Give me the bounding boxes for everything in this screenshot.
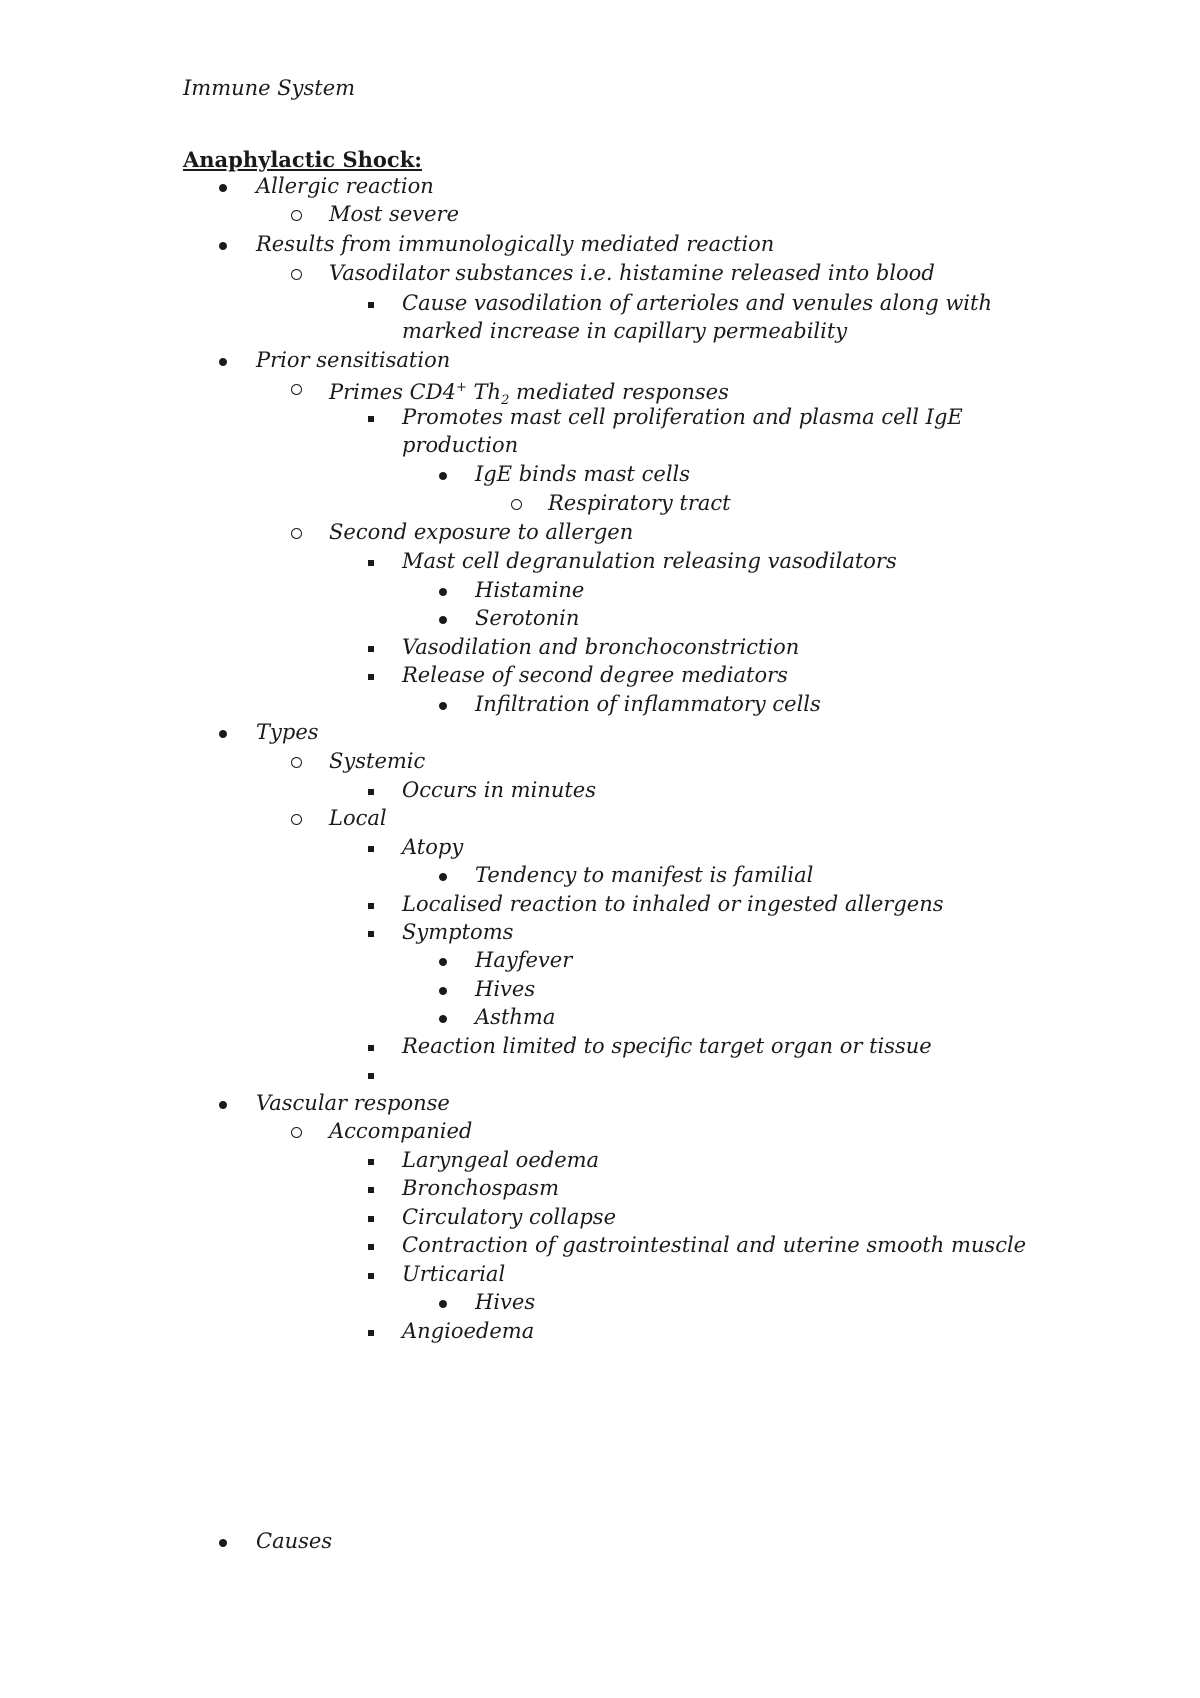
bullet-square [368, 846, 374, 852]
page-header: Immune System [183, 76, 356, 100]
outline-item-text: Atopy [402, 835, 464, 859]
outline-item-text: Infiltration of inflammatory cells [475, 692, 821, 716]
outline-item-text: Second exposure to allergen [329, 520, 634, 544]
subscript: 2 [501, 393, 510, 409]
bullet-square [368, 560, 374, 566]
bullet-circle [291, 814, 302, 825]
bullet-dot [219, 184, 227, 192]
bullet-square [368, 1187, 374, 1193]
outline-item-text: Results from immunologically mediated reaction [256, 232, 775, 256]
bullet-circle [291, 757, 302, 768]
bullet-dot [219, 358, 227, 366]
outline-item-text: Angioedema [402, 1319, 535, 1343]
bullet-circle [511, 499, 522, 510]
bullet-circle [291, 269, 302, 280]
bullet-square [368, 903, 374, 909]
bullet-square [368, 1330, 374, 1336]
section-title: Anaphylactic Shock: [183, 147, 422, 172]
outline-item-text: Hives [475, 1290, 536, 1314]
bullet-square [368, 646, 374, 652]
bullet-dot [439, 987, 447, 995]
outline-item-text: Asthma [475, 1005, 556, 1029]
bullet-square [368, 1273, 374, 1279]
bullet-dot [439, 588, 447, 596]
outline-item-text: Histamine [475, 578, 585, 602]
bullet-square [368, 1045, 374, 1051]
outline-item-text: Mast cell degranulation releasing vasodilators [402, 549, 897, 573]
bullet-dot [219, 730, 227, 738]
bullet-dot [219, 1101, 227, 1109]
outline-item-text: Circulatory collapse [402, 1205, 617, 1229]
bullet-square [368, 416, 374, 422]
bullet-square [368, 674, 374, 680]
bullet-dot [219, 1539, 227, 1547]
outline-item-text: Tendency to manifest is familial [475, 863, 814, 887]
bullet-square [368, 1244, 374, 1250]
superscript: + [455, 380, 467, 395]
outline-item-text: Prior sensitisation [256, 348, 451, 372]
item-text-part: Primes CD4 [329, 380, 456, 404]
outline-item-text: Local [329, 806, 387, 830]
outline-item-text: Causes [256, 1529, 333, 1553]
bullet-square [368, 789, 374, 795]
bullet-square [368, 1216, 374, 1222]
outline-item-text: Types [256, 720, 319, 744]
bullet-dot [219, 242, 227, 250]
outline-item-text: Localised reaction to inhaled or ingested allergens [402, 892, 944, 916]
outline-item-text: Occurs in minutes [402, 778, 596, 802]
bullet-square [368, 1073, 374, 1079]
outline-item-text: Allergic reaction [256, 174, 434, 198]
outline-item-text: Vascular response [256, 1091, 450, 1115]
outline-item-text: production [402, 433, 519, 457]
bullet-dot [439, 1015, 447, 1023]
outline-item-text: Urticarial [402, 1262, 506, 1286]
outline-item-text: Laryngeal oedema [402, 1148, 600, 1172]
item-text-part: Th [466, 380, 502, 404]
bullet-dot [439, 472, 447, 480]
outline-item-text: IgE binds mast cells [475, 462, 691, 486]
bullet-dot [439, 616, 447, 624]
outline-item-text: Accompanied [329, 1119, 473, 1143]
bullet-square [368, 302, 374, 308]
outline-item-text: Bronchospasm [402, 1176, 559, 1200]
outline-item-text: Hives [475, 977, 536, 1001]
bullet-square [368, 1159, 374, 1165]
outline-item-text: Hayfever [475, 948, 573, 972]
outline-item-text: Promotes mast cell proliferation and plasma cell IgE [402, 405, 963, 429]
bullet-dot [439, 702, 447, 710]
outline-item-text: Respiratory tract [548, 491, 731, 515]
outline-item-text: Most severe [329, 202, 459, 226]
bullet-circle [291, 210, 302, 221]
outline-item-text: Release of second degree mediators [402, 663, 788, 687]
bullet-dot [439, 873, 447, 881]
bullet-square [368, 931, 374, 937]
outline-item-text: Reaction limited to specific target organ or tissue [402, 1034, 932, 1058]
outline-item-text: Cause vasodilation of arterioles and venules along with [402, 291, 992, 315]
outline-item-text: Vasodilator substances i.e. histamine released into blood [329, 261, 935, 285]
bullet-circle [291, 384, 302, 395]
bullet-dot [439, 1300, 447, 1308]
outline-item-text: Systemic [329, 749, 426, 773]
outline-item-text: Symptoms [402, 920, 514, 944]
item-text-part: mediated responses [509, 380, 729, 404]
bullet-circle [291, 528, 302, 539]
outline-item-text: Vasodilation and bronchoconstriction [402, 635, 800, 659]
bullet-circle [291, 1127, 302, 1138]
bullet-dot [439, 958, 447, 966]
outline-item-text: marked increase in capillary permeability [402, 319, 848, 343]
outline-item-text: Serotonin [475, 606, 580, 630]
outline-item-text: Contraction of gastrointestinal and uterine smooth muscle [402, 1233, 1027, 1257]
